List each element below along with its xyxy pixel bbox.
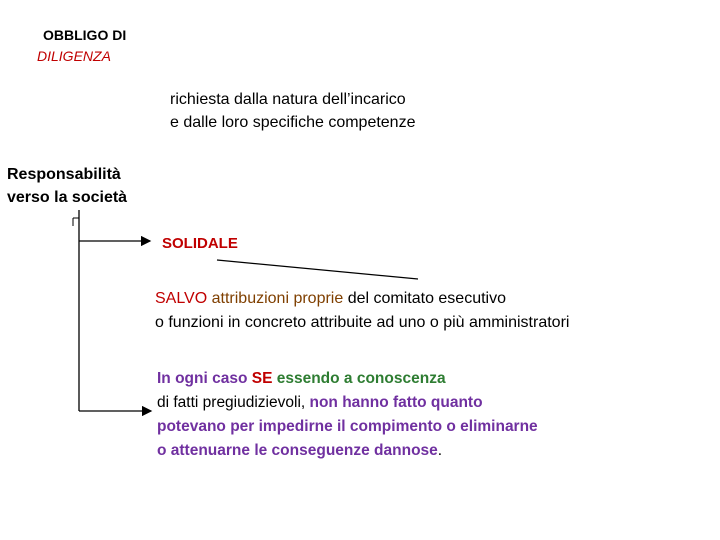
ogni-line-4 bbox=[157, 439, 538, 463]
separator-line bbox=[217, 260, 418, 279]
ogni-line-1 bbox=[157, 367, 538, 391]
ogni-se: SE bbox=[251, 370, 273, 387]
salvo-attribuzioni: attribuzioni proprie bbox=[211, 290, 344, 307]
responsibility-line-2: verso la società bbox=[7, 189, 128, 206]
ogni-caso-clause bbox=[157, 367, 538, 463]
ogni-lead: In ogni caso bbox=[157, 370, 252, 387]
note-line-1: richiesta dalla natura dell’incarico bbox=[170, 91, 406, 108]
salvo-word: SALVO bbox=[155, 290, 208, 307]
title-line-2: DILIGENZA bbox=[37, 48, 111, 64]
salvo-line-2: o funzioni in concreto attribuite ad uno o più amministratori bbox=[155, 314, 570, 331]
ogni-l4: o attenuarne le conseguenze dannose bbox=[157, 442, 438, 459]
solidale-label: SOLIDALE bbox=[162, 235, 238, 252]
ogni-essendo: essendo a conoscenza bbox=[272, 370, 446, 387]
ogni-end: . bbox=[437, 442, 443, 459]
ogni-line-3: potevano per impedirne il compimento o eliminarne bbox=[157, 418, 538, 435]
responsibility-line-1: Responsabilità bbox=[7, 166, 121, 183]
title-line-1: OBBLIGO DI bbox=[43, 27, 127, 43]
salvo-rest: del comitato esecutivo bbox=[343, 290, 506, 307]
salvo-clause bbox=[155, 287, 569, 335]
ogni-non: non bbox=[309, 394, 338, 411]
ogni-line-2 bbox=[157, 391, 538, 415]
note-line-2: e dalle loro specifiche competenze bbox=[170, 114, 416, 131]
ogni-l2a: di fatti pregiudizievoli, bbox=[157, 394, 310, 411]
ogni-l2c: hanno fatto quanto bbox=[337, 394, 483, 411]
salvo-line-1 bbox=[155, 287, 569, 311]
